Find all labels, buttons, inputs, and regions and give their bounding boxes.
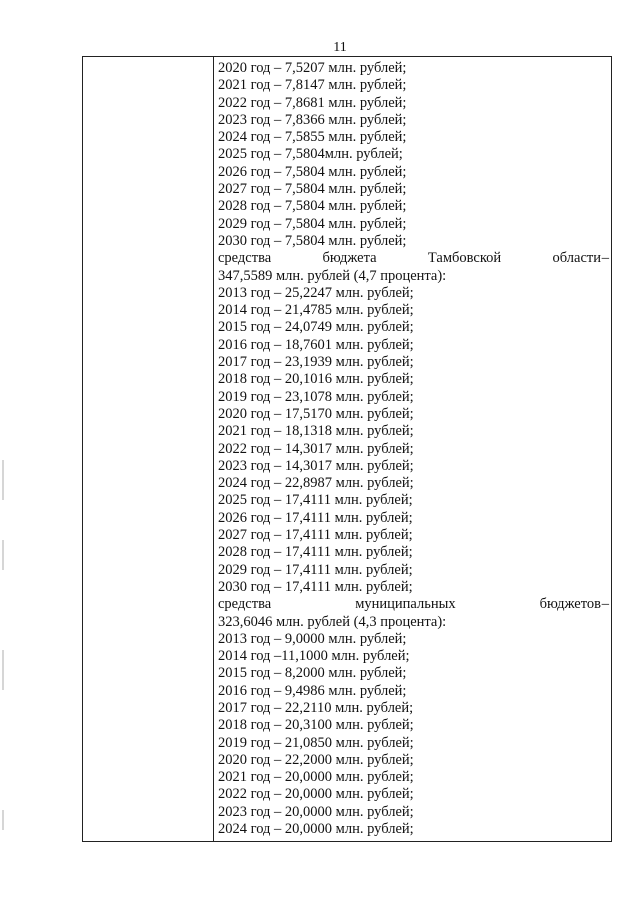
funding-line: 2022 год – 14,3017 млн. рублей; bbox=[218, 440, 414, 457]
funding-line: 2016 год – 18,7601 млн. рублей; bbox=[218, 336, 414, 353]
funding-line: 2019 год – 21,0850 млн. рублей; bbox=[218, 734, 414, 751]
funding-line: 2020 год – 7,5207 млн. рублей; bbox=[218, 60, 407, 76]
heading-word: бюджета bbox=[322, 250, 377, 267]
funding-line: 2025 год – 17,4111 млн. рублей; bbox=[218, 492, 413, 509]
funding-line: 2018 год – 20,3100 млн. рублей; bbox=[218, 717, 414, 734]
funding-line: 2020 год – 17,5170 млн. рублей; bbox=[218, 405, 414, 422]
page-number: 11 bbox=[333, 40, 347, 55]
scan-artifact bbox=[2, 810, 4, 830]
funding-line: 2030 год – 17,4111 млн. рублей; bbox=[218, 578, 413, 595]
funding-line: 2017 год – 22,2110 млн. рублей; bbox=[218, 699, 414, 716]
funding-line: 2028 год – 7,5804 млн. рублей; bbox=[218, 198, 407, 215]
table-left-cell bbox=[83, 57, 214, 841]
scan-artifact bbox=[2, 460, 4, 500]
funding-line: 2028 год – 17,4111 млн. рублей; bbox=[218, 544, 413, 561]
regional-budget-heading bbox=[218, 250, 609, 267]
scan-artifact bbox=[2, 650, 4, 690]
scan-artifact bbox=[2, 540, 4, 570]
funding-line: 2023 год – 14,3017 млн. рублей; bbox=[218, 457, 414, 474]
funding-line: 2027 год – 17,4111 млн. рублей; bbox=[218, 527, 413, 544]
funding-line: 2021 год – 18,1318 млн. рублей; bbox=[218, 423, 414, 440]
funding-line: 2013 год – 9,0000 млн. рублей; bbox=[218, 630, 407, 647]
heading-word: бюджетов bbox=[539, 596, 601, 613]
funding-lines bbox=[218, 60, 609, 838]
funding-line: 2022 год – 7,8681 млн. рублей; bbox=[218, 94, 407, 111]
heading-word: средства bbox=[218, 596, 272, 613]
funding-line: 2024 год – 7,5855 млн. рублей; bbox=[218, 129, 407, 146]
table-right-cell bbox=[214, 57, 611, 841]
funding-line: 2021 год – 20,0000 млн. рублей; bbox=[218, 769, 414, 786]
funding-line: 2021 год – 7,8147 млн. рублей; bbox=[218, 77, 407, 94]
funding-line: 2024 год – 22,8987 млн. рублей; bbox=[218, 475, 414, 492]
funding-line: 2014 год –11,1000 млн. рублей; bbox=[218, 648, 410, 665]
funding-line: 2015 год – 24,0749 млн. рублей; bbox=[218, 319, 414, 336]
funding-line: 2026 год – 7,5804 млн. рублей; bbox=[218, 163, 407, 180]
funding-line: 2022 год – 20,0000 млн. рублей; bbox=[218, 786, 414, 803]
municipal-budget-heading bbox=[218, 596, 609, 613]
funding-line: 2018 год – 20,1016 млн. рублей; bbox=[218, 371, 414, 388]
funding-line: 2013 год – 25,2247 млн. рублей; bbox=[218, 284, 414, 301]
funding-line: 2025 год – 7,5804млн. рублей; bbox=[218, 146, 403, 163]
regional-budget-total: 347,5589 млн. рублей (4,7 процента): bbox=[218, 267, 447, 284]
funding-line: 2026 год – 17,4111 млн. рублей; bbox=[218, 509, 413, 526]
heading-word: области bbox=[552, 250, 601, 267]
funding-line: 2020 год – 22,2000 млн. рублей; bbox=[218, 751, 414, 768]
heading-word: средства bbox=[218, 250, 272, 267]
funding-line: 2014 год – 21,4785 млн. рублей; bbox=[218, 302, 414, 319]
funding-line: 2023 год – 7,8366 млн. рублей; bbox=[218, 111, 407, 128]
funding-line: 2029 год – 17,4111 млн. рублей; bbox=[218, 561, 413, 578]
funding-line: 2024 год – 20,0000 млн. рублей; bbox=[218, 821, 414, 838]
funding-line: 2027 год – 7,5804 млн. рублей; bbox=[218, 181, 407, 198]
municipal-budget-total: 323,6046 млн. рублей (4,3 процента): bbox=[218, 613, 447, 630]
funding-line: 2029 год – 7,5804 млн. рублей; bbox=[218, 215, 407, 232]
heading-word: муниципальных bbox=[355, 596, 456, 613]
heading-dash: – bbox=[601, 596, 609, 613]
funding-line: 2017 год – 23,1939 млн. рублей; bbox=[218, 354, 414, 371]
funding-line: 2023 год – 20,0000 млн. рублей; bbox=[218, 803, 414, 820]
funding-line: 2016 год – 9,4986 млн. рублей; bbox=[218, 682, 407, 699]
heading-word: Тамбовской bbox=[427, 250, 502, 267]
document-table bbox=[82, 56, 612, 842]
heading-dash: – bbox=[601, 250, 609, 267]
funding-line: 2030 год – 7,5804 млн. рублей; bbox=[218, 232, 407, 249]
funding-line: 2019 год – 23,1078 млн. рублей; bbox=[218, 388, 414, 405]
funding-line: 2015 год – 8,2000 млн. рублей; bbox=[218, 665, 407, 682]
